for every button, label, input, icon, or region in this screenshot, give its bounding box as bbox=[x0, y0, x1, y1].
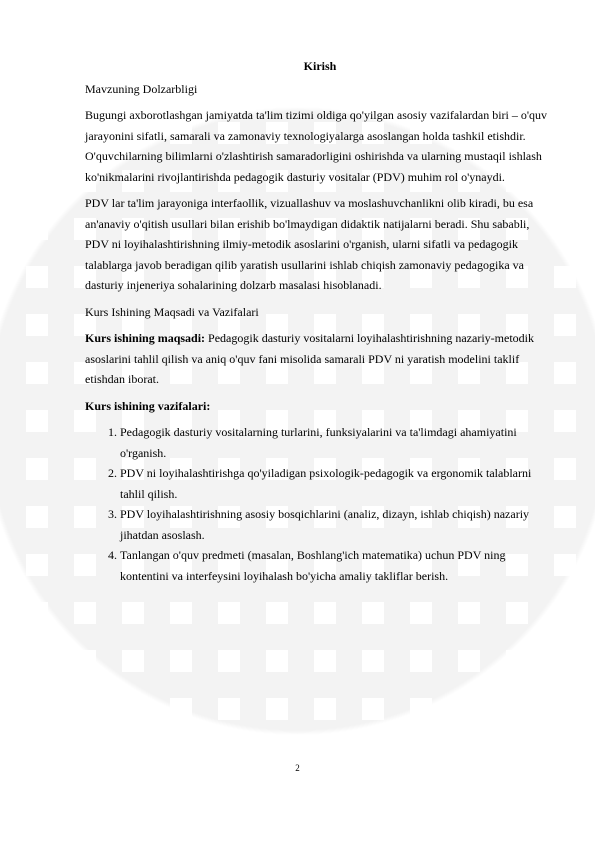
goal-label: Kurs ishining maqsadi: bbox=[85, 331, 206, 345]
goal-text: Pedagogik dasturiy vositalarni loyihalashtirishning nazariy-metodik asoslarini tahlil qilish va aniq o'quv fani misolida samarali PDV ni yaratish modelini taklif etishdan iborat. bbox=[85, 331, 534, 386]
page-title: Kirish bbox=[303, 59, 337, 73]
paragraph-goal bbox=[85, 328, 555, 390]
list-item: 3. PDV loyihalashtirishning asosiy bosqichlarini (analiz, dizayn, ishlab chiqish) nazariy jihatdan asoslash. bbox=[120, 504, 555, 545]
tasks-list bbox=[85, 422, 555, 586]
section-heading-relevance: Mavzuning Dolzarbligi bbox=[85, 81, 198, 96]
list-item: 4. Tanlangan o'quv predmeti (masalan, Boshlang'ich matematika) uchun PDV ning kontentini va interfeysini loyihalash bo'yicha amaliy takliflar berish. bbox=[120, 545, 555, 586]
page-number: 2 bbox=[295, 763, 300, 773]
section-heading-goals: Kurs Ishining Maqsadi va Vazifalari bbox=[85, 304, 259, 319]
list-item: 2. PDV ni loyihalashtirishga qo'yiladigan psixologik-pedagogik va ergonomik talablarni tahlil qilish. bbox=[120, 463, 555, 504]
document-page bbox=[85, 56, 555, 586]
tasks-label: Kurs ishining vazifalari: bbox=[85, 398, 211, 413]
paragraph-pdv: PDV lar ta'lim jarayoniga interfaollik, vizuallashuv va moslashuvchanlikni olib kiradi, bu esa an'anaviy o'qitish usullari bilan erishib bo'lmaydigan didaktik natijalarni beradi. Shu sababli, PDV ni loyihalashtirishning ilmiy-metodik asoslarini o'rganish, ularni sifatli va pedagogik talablarga javob beradigan qilib yaratish usullarini ishlab chiqish zamonaviy pedagogika va dasturiy injeneriya sohalarining dolzarb masalasi hisoblanadi. bbox=[85, 196, 534, 292]
paragraph-intro: Bugungi axborotlashgan jamiyatda ta'lim tizimi oldiga qo'yilgan asosiy vazifalardan biri – o'quv jarayonini sifatli, samarali va zamonaviy texnologiyalarga asoslangan holda tashkil etishdir. O'quvchilarning bilimlarni o'zlashtirish samaradorligini oshirishda va ularning mustaqil ishlash ko'nikmalarini rivojlantirishda pedagogik dasturiy vositalar (PDV) muhim rol o'ynaydi. bbox=[85, 108, 548, 184]
list-item: 1. Pedagogik dasturiy vositalarning turlarini, funksiyalarini va ta'limdagi ahamiyatini o'rganish. bbox=[120, 422, 555, 463]
